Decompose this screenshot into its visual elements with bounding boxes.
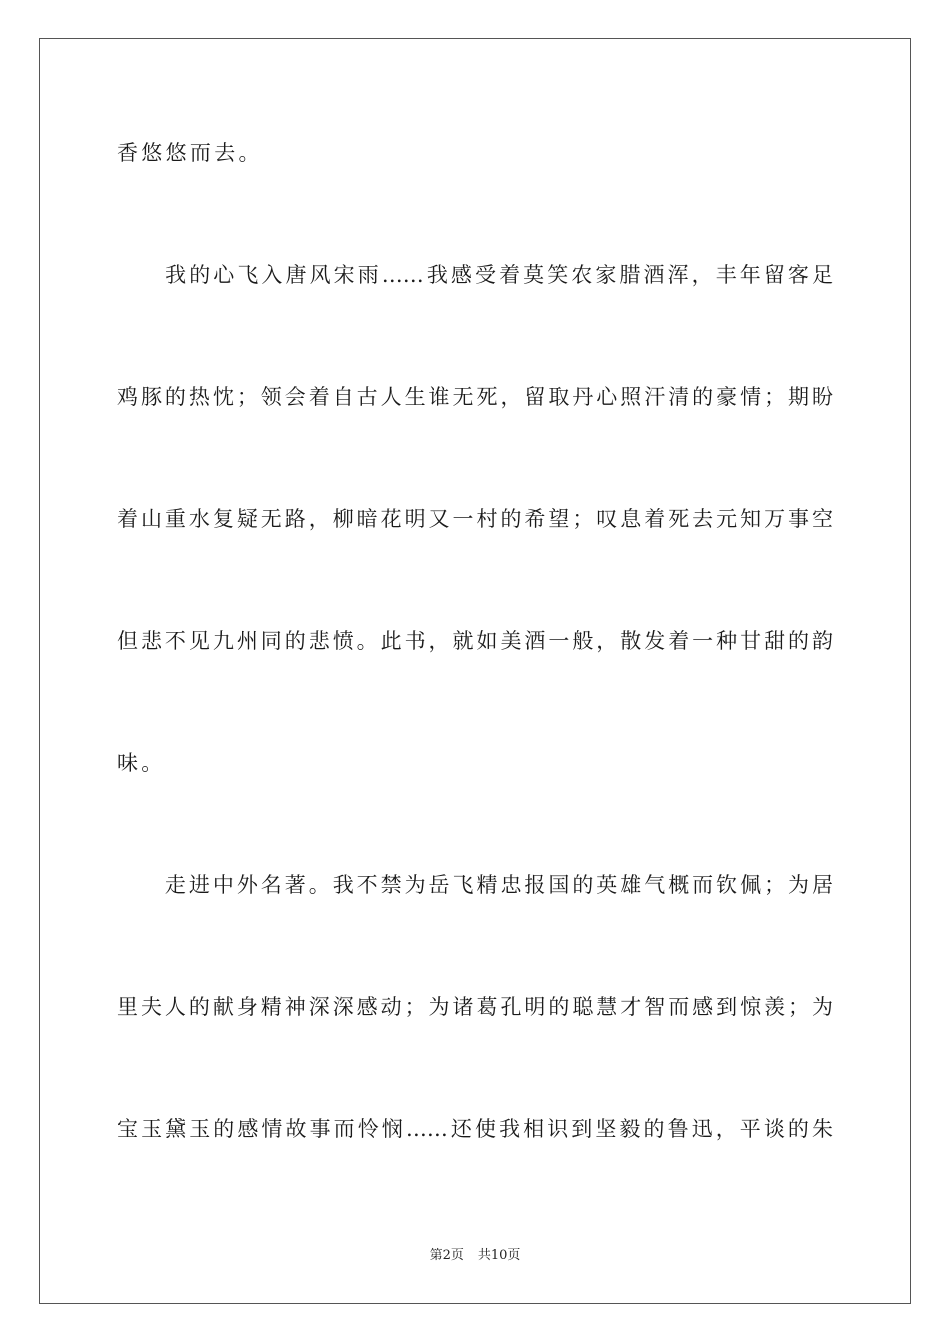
text-line: 香悠悠而去。 <box>117 141 263 165</box>
text-line: 但悲不见九州同的悲愤。此书，就如美酒一般，散发着一种甘甜的韵 <box>117 629 833 653</box>
text-line: 走进中外名著。我不禁为岳飞精忠报国的英雄气概而钦佩；为居 <box>117 873 833 897</box>
text-line: 里夫人的献身精神深深感动；为诸葛孔明的聪慧才智而感到惊羡；为 <box>117 995 833 1019</box>
page-footer <box>0 1247 950 1265</box>
text-line: 我的心飞入唐风宋雨……我感受着莫笑农家腊酒浑，丰年留客足 <box>117 263 833 287</box>
text-line: 味。 <box>117 751 166 775</box>
text-line: 着山重水复疑无路，柳暗花明又一村的希望；叹息着死去元知万事空 <box>117 507 833 531</box>
page-number: 第2页 <box>429 1248 464 1263</box>
page-total: 共10页 <box>477 1248 521 1263</box>
text-line: 鸡豚的热忱；领会着自古人生谁无死，留取丹心照汗清的豪情；期盼 <box>117 385 833 409</box>
page-border <box>39 38 911 1304</box>
text-line: 宝玉黛玉的感情故事而怜悯……还使我相识到坚毅的鲁迅，平谈的朱 <box>117 1117 833 1141</box>
